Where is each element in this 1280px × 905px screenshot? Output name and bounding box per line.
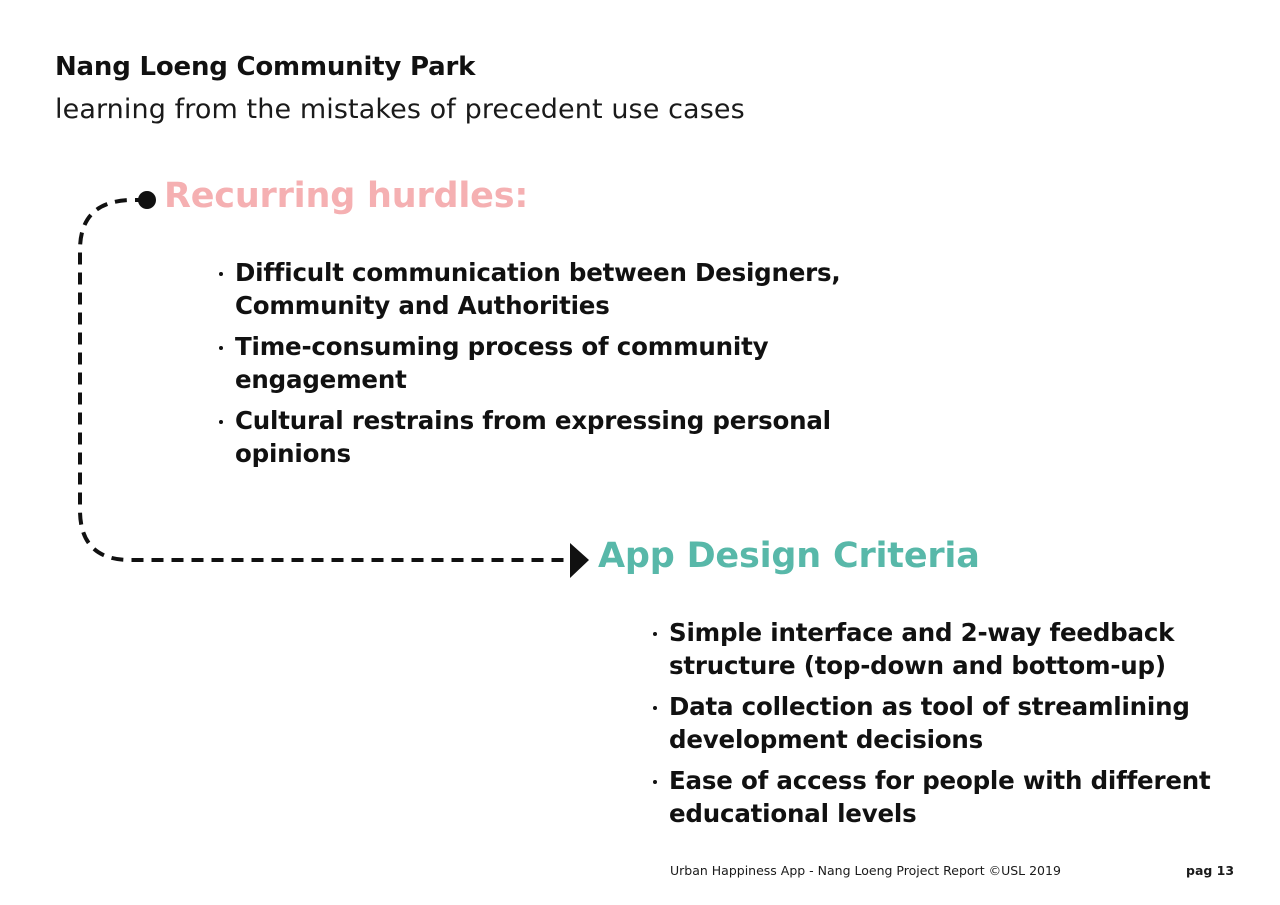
hurdle-text: Cultural restrains from expressing personal opinions [235,406,831,468]
list-item [216,404,856,470]
bullet-icon [219,346,223,350]
app-design-criteria-heading: App Design Criteria [598,536,980,576]
list-item [650,764,1250,830]
list-item [650,616,1250,682]
page-subtitle: learning from the mistakes of precedent use cases [55,94,745,125]
recurring-hurdles-heading: Recurring hurdles: [164,176,529,216]
hurdle-text: Difficult communication between Designers, Community and Authorities [235,258,841,320]
criteria-text: Simple interface and 2-way feedback structure (top-down and bottom-up) [669,618,1175,680]
bullet-icon [653,632,657,636]
page-title: Nang Loeng Community Park [55,52,476,82]
bullet-icon [653,780,657,784]
hurdle-text: Time-consuming process of community engagement [235,332,769,394]
bullet-icon [653,706,657,710]
bullet-icon [219,420,223,424]
connector-start-dot [138,191,156,209]
hurdles-list [216,256,856,478]
criteria-list [650,616,1250,838]
list-item [650,690,1250,756]
page-number: pag 13 [1186,863,1235,878]
list-item [216,330,856,396]
footer-credit: Urban Happiness App - Nang Loeng Project Report ©USL 2019 [670,863,1061,878]
connector-arrowhead [570,543,589,578]
criteria-text: Data collection as tool of streamlining development decisions [669,692,1190,754]
bullet-icon [219,272,223,276]
list-item [216,256,856,322]
criteria-text: Ease of access for people with different educational levels [669,766,1211,828]
